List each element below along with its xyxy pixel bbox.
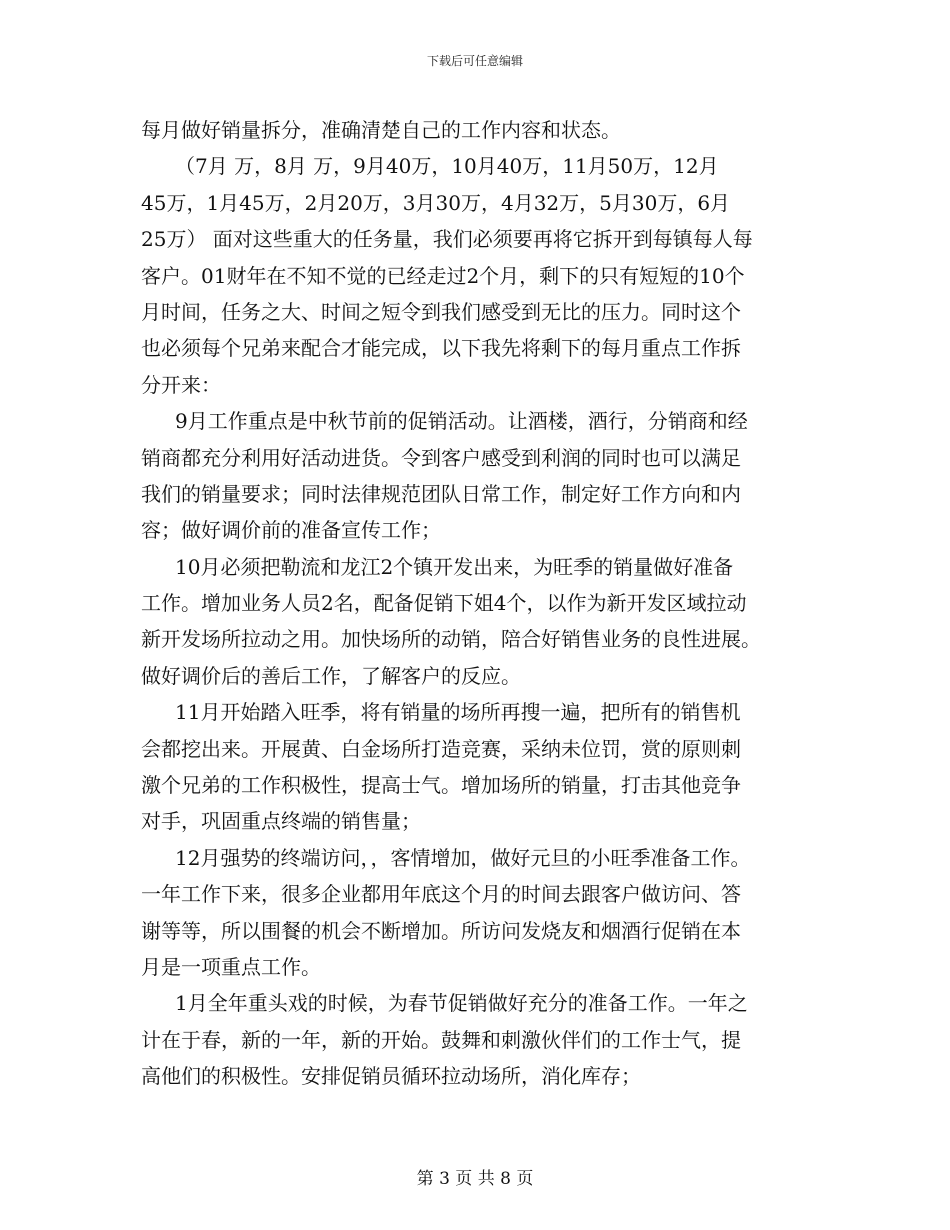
text-line: （7月 万，8月 万，9月40万，10月40万，11月50万，12月: [175, 154, 719, 179]
text-line: 12月强势的终端访问，，客情增加，做好元旦的小旺季准备工作。: [175, 845, 751, 870]
text-line: 销商都充分利用好活动进货。令到客户感受到利润的同时也可以满足: [141, 445, 741, 470]
text-line: 工作。增加业务人员2名，配备促销下姐4个，以作为新开发区域拉动: [141, 591, 747, 616]
text-line: 做好调价后的善后工作，了解客户的反应。: [141, 663, 521, 688]
text-line: 9月工作重点是中秋节前的促销活动。让酒楼，酒行，分销商和经: [175, 409, 748, 434]
text-line: 一年工作下来，很多企业都用年底这个月的时间去跟客户做访问、答: [141, 882, 741, 907]
text-line: 容；做好调价前的准备宣传工作；: [141, 518, 441, 543]
text-line: 对手，巩固重点终端的销售量；: [141, 809, 421, 834]
text-line: 45万，1月45万，2月20万，3月30万，4月32万，5月30万，6月: [141, 190, 731, 215]
text-line: 1月全年重头戏的时候，为春节促销做好充分的准备工作。一年之: [175, 991, 748, 1016]
text-line: 月时间，任务之大、时间之短令到我们感受到无比的压力。同时这个: [141, 299, 741, 324]
page-footer: 第 3 页 共 8 页: [416, 1169, 534, 1189]
text-line: 分开来：: [141, 372, 221, 397]
text-line: 25万） 面对这些重大的任务量，我们必须要再将它拆开到每镇每人每: [141, 227, 753, 252]
text-line: 谢等等，所以围餐的机会不断增加。所访问发烧友和烟酒行促销在本: [141, 918, 741, 943]
text-line: 激个兄弟的工作积极性，提高士气。增加场所的销量，打击其他竞争: [141, 773, 741, 798]
text-line: 10月必须把勒流和龙江2个镇开发出来，为旺季的销量做好准备: [175, 554, 734, 579]
text-line: 我们的销量要求；同时法律规范团队日常工作，制定好工作方向和内: [141, 481, 741, 506]
text-line: 高他们的积极性。安排促销员循环拉动场所，消化库存；: [141, 1064, 641, 1089]
text-line: 11月开始踏入旺季，将有销量的场所再搜一遍，把所有的销售机: [175, 700, 741, 725]
text-line: 也必须每个兄弟来配合才能完成，以下我先将剩下的每月重点工作拆: [141, 336, 741, 361]
page-header: 下载后可任意编辑: [426, 54, 523, 68]
text-line: 每月做好销量拆分，准确清楚自己的工作内容和状态。: [141, 118, 621, 142]
text-line: 月是一项重点工作。: [141, 954, 321, 979]
text-line: 新开发场所拉动之用。加快场所的动销，陪合好销售业务的良性进展。: [141, 627, 761, 652]
text-line: 会都挖出来。开展黄、白金场所打造竞赛，采纳未位罚，赏的原则刺: [141, 736, 741, 761]
text-line: 计在于春，新的一年，新的开始。鼓舞和刺激伙伴们的工作士气，提: [141, 1027, 741, 1052]
text-line: 客户。01财年在不知不觉的已经走过2个月，剩下的只有短短的10个: [141, 263, 745, 288]
document-body: [141, 112, 821, 1095]
